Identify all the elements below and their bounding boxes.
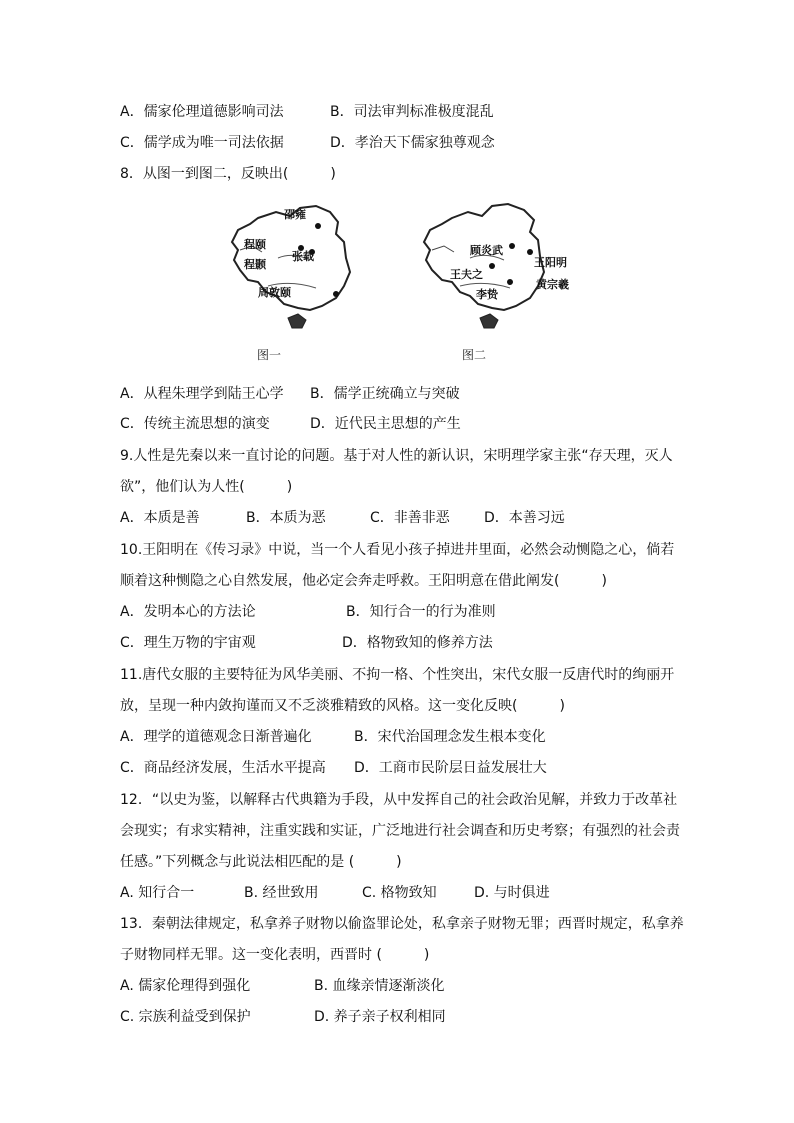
q7-option-a: A．儒家伦理道德影响司法 <box>120 104 284 120</box>
q7-option-b: B．司法审判标准极度混乱 <box>330 104 494 120</box>
q9-option-a: A．本质是善 <box>120 510 200 526</box>
q11-option-d: D．工商市民阶层日益发展壮大 <box>354 760 547 776</box>
q10-stem-line-1: 10.王阳明在《传习录》中说，当一个人看见小孩子掉进井里面，必然会动恻隐之心，倘若 <box>120 542 675 558</box>
q12-stem-line-2: 会现实；有求实精神，注重实践和实证，广泛地进行社会调查和历史考察；有强烈的社会责 <box>120 823 680 839</box>
q12-stem-line-3: 任感。”下列概念与此说法相匹配的是 ( ) <box>120 854 402 870</box>
q11-option-c: C．商品经济发展，生活水平提高 <box>120 760 326 776</box>
q11-stem-line-1: 11.唐代女服的主要特征为风华美丽、不拘一格、个性突出，宋代女服一反唐代时的绚丽开 <box>120 667 675 683</box>
map2-label-guyanwu: 顾炎武 <box>470 244 503 257</box>
q12-option-d: D. 与时俱进 <box>474 885 550 901</box>
q13-stem-line-1: 13．秦朝法律规定，私拿养子财物以偷盗罪论处，私拿亲子财物无罪；西晋时规定，私拿养 <box>120 916 684 932</box>
q13-option-a: A. 儒家伦理得到强化 <box>120 978 251 994</box>
map1-label-chenghao: 程颢 <box>244 258 266 271</box>
q9-option-b: B．本质为恶 <box>246 510 326 526</box>
map1-label-shaoyong: 邵雍 <box>284 208 306 221</box>
q8-stem: 8．从图一到图二，反映出( ) <box>120 166 336 182</box>
q11-option-b: B．宋代治国理念发生根本变化 <box>354 729 546 745</box>
map2-label-wangfuzhi: 王夫之 <box>450 268 483 281</box>
q9-stem-line-2: 欲”，他们认为人性( ) <box>120 479 293 495</box>
q12-stem-line-1: 12．“以史为鉴，以解释古代典籍为手段，从中发挥自己的社会政治见解，并致力于改革社 <box>120 792 678 808</box>
q10-option-b: B．知行合一的行为准则 <box>346 604 496 620</box>
q8-option-d: D．近代民主思想的产生 <box>310 416 461 432</box>
map2-label-wangyangming: 王阳明 <box>534 256 567 269</box>
q12-option-c: C. 格物致知 <box>362 885 437 901</box>
q12-option-a: A. 知行合一 <box>120 885 195 901</box>
map2-label-huangzongxi: 黄宗羲 <box>536 278 569 291</box>
map2-label-lizhi: 李贽 <box>476 288 498 301</box>
map1-label-zhangzai: 张载 <box>292 250 314 263</box>
q13-option-c: C. 宗族利益受到保护 <box>120 1009 251 1025</box>
q13-option-b: B. 血缘亲情逐渐淡化 <box>314 978 445 994</box>
q12-option-b: B. 经世致用 <box>244 885 319 901</box>
q8-maps <box>200 196 600 366</box>
q10-option-d: D．格物致知的修养方法 <box>342 635 493 651</box>
q10-option-a: A．发明本心的方法论 <box>120 604 256 620</box>
map1-caption: 图一 <box>257 348 282 362</box>
map2-caption: 图二 <box>462 348 487 362</box>
q7-option-d: D．孝治天下儒家独尊观念 <box>330 135 495 151</box>
q11-stem-line-2: 放，呈现一种内敛拘谨而又不乏淡雅精致的风格。这一变化反映( ) <box>120 698 565 714</box>
q9-stem-line-1: 9.人性是先秦以来一直讨论的问题。基于对人性的新认识，宋明理学家主张“存天理，灭人 <box>120 448 673 464</box>
map1-label-chengyi: 程颐 <box>244 238 266 251</box>
q8-option-b: B．儒学正统确立与突破 <box>310 386 460 402</box>
q8-option-c: C．传统主流思想的演变 <box>120 416 270 432</box>
q9-option-c: C．非善非恶 <box>370 510 450 526</box>
q10-stem-line-2: 顺着这种恻隐之心自然发展，他必定会奔走呼救。王阳明意在借此阐发( ) <box>120 573 607 589</box>
q13-stem-line-2: 子财物同样无罪。这一变化表明，西晋时 ( ) <box>120 947 430 963</box>
q10-option-c: C．理生万物的宇宙观 <box>120 635 256 651</box>
q13-option-d: D. 养子亲子权利相同 <box>314 1009 446 1025</box>
q11-option-a: A．理学的道德观念日渐普遍化 <box>120 729 312 745</box>
q8-option-a: A．从程朱理学到陆王心学 <box>120 386 284 402</box>
q9-option-d: D．本善习远 <box>484 510 565 526</box>
map1-label-zhoudunyi: 周敦颐 <box>258 286 291 299</box>
q7-option-c: C．儒学成为唯一司法依据 <box>120 135 284 151</box>
